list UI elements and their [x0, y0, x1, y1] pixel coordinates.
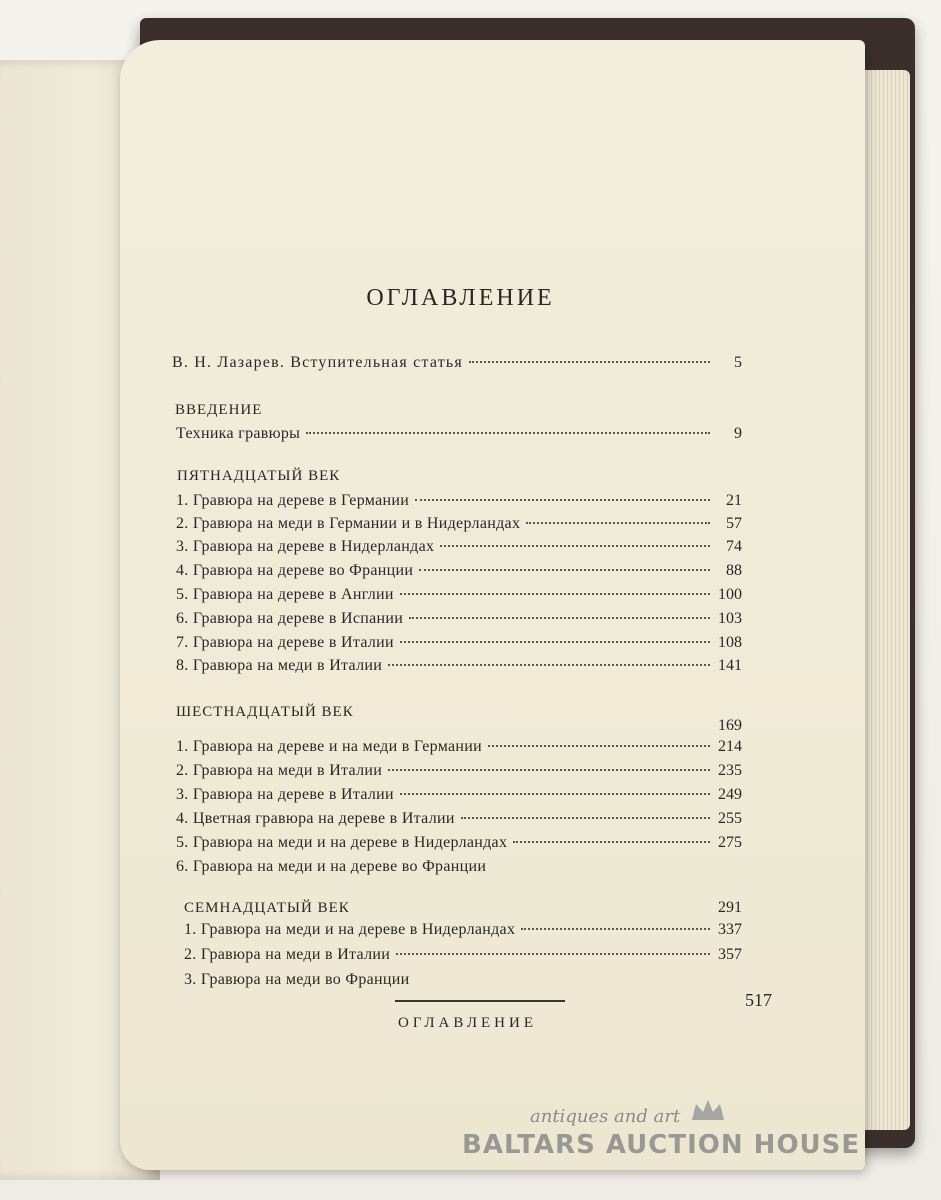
- watermark-tagline: antiques and art: [530, 1106, 681, 1127]
- page-number: 517: [745, 990, 772, 1010]
- toc-entry: 1. Гравюра на меди и на дереве в Нидерландах 337: [184, 921, 742, 938]
- toc-entry: 4. Цветная гравюра на дереве в Италии 255: [176, 810, 742, 827]
- toc-entry: 6. Гравюра на дереве в Испании 103: [176, 610, 742, 627]
- section-heading-15th-century: ПЯТНАДЦАТЫЙ ВЕК: [177, 468, 341, 484]
- toc-entry: 3. Гравюра на меди во Франции: [184, 971, 410, 988]
- section-heading-17th-century: СЕМНАДЦАТЫЙ ВЕК: [184, 900, 350, 916]
- toc-entry: Техника гравюры 9: [176, 425, 742, 442]
- toc-entry: 8. Гравюра на меди в Италии 141: [176, 657, 742, 674]
- toc-entry-intro: В. Н. Лазарев. Вступительная статья 5: [172, 354, 742, 371]
- section-page-16th-century: 169: [718, 717, 742, 734]
- toc-entry: 3. Гравюра на дереве в Италии 249: [176, 786, 742, 803]
- toc-entry: 2. Гравюра на меди в Германии и в Нидерландах 57: [176, 515, 742, 532]
- crown-icon: [690, 1098, 726, 1124]
- toc-entry: 1. Гравюра на дереве в Германии 21: [176, 492, 742, 509]
- toc-entry: 6. Гравюра на меди и на дереве во Франции: [176, 858, 487, 875]
- toc-entry: 2. Гравюра на меди в Италии 235: [176, 762, 742, 779]
- running-footer: ОГЛАВЛЕНИЕ: [398, 1015, 537, 1031]
- toc-entry: 3. Гравюра на дереве в Нидерландах 74: [176, 538, 742, 555]
- section-heading-16th-century: ШЕСТНАДЦАТЫЙ ВЕК: [176, 704, 354, 720]
- section-heading-introduction: ВВЕДЕНИЕ: [175, 402, 263, 418]
- toc-entry: 4. Гравюра на дереве во Франции 88: [176, 562, 742, 579]
- toc-entry: 5. Гравюра на меди и на дереве в Нидерландах 275: [176, 834, 742, 851]
- toc-entry: 1. Гравюра на дереве и на меди в Германии 214: [176, 738, 742, 755]
- toc-entry: 2. Гравюра на меди в Италии 357: [184, 946, 742, 963]
- toc-entry: 7. Гравюра на дереве в Италии 108: [176, 634, 742, 651]
- watermark-brand: BALTARS AUCTION HOUSE: [462, 1130, 861, 1160]
- section-page-17th-century: 291: [718, 899, 742, 916]
- footer-rule: [395, 1000, 565, 1002]
- toc-title: ОГЛАВЛЕНИЕ: [366, 285, 555, 311]
- toc-entry: 5. Гравюра на дереве в Англии 100: [176, 586, 742, 603]
